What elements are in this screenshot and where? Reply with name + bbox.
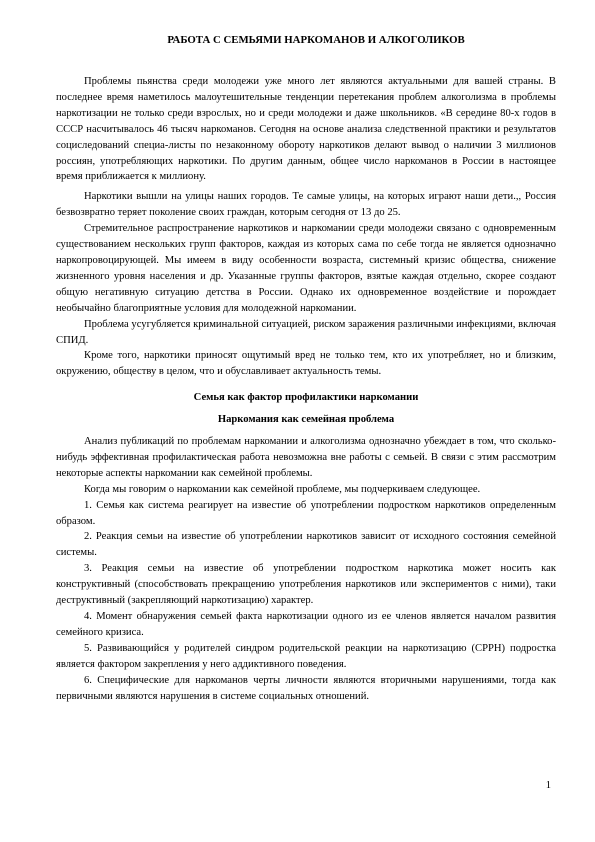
section-paragraph-3: 1. Семья как система реагирует на известие об употреблении подростком наркотиков определенным образом. xyxy=(56,499,556,527)
section-heading-family-problem: Наркомания как семейная проблема xyxy=(217,414,395,426)
intro-paragraph-4: Проблема усугубляется криминальной ситуацией, риском заражения различными инфекциями, включая СПИД. xyxy=(56,318,556,346)
intro-paragraph-3: Стремительное распространение наркотиков и наркомании среди молодежи связано с одновременным существованием нескольких групп факторов, каждая из которых сама по себе тогда не является однозначно наркопровоцирующей. Мы имеем в виду особенности возраста, системный кризис общества, снижение жизненного уровня населения и др. Указанные группы факторов, взятые каждая отдельно, скорее создают общую негативную ситуацию детства в России. Однако их одновременное воздействие и порождает необычайно благоприятные условия для молодежной наркомании. xyxy=(56,223,556,314)
section-paragraph-7: 5. Развивающийся у родителей синдром родительской реакции на наркотизацию (СРРН) подростка является фактором закрепления у него аддиктивного поведения. xyxy=(56,642,556,670)
intro-paragraph-1: Проблемы пьянства среди молодежи уже много лет являются актуальными для вашей страны. В последнее время наметилось малоутешительные тенденции перетекания проблем алкоголизма в проблемы наркотизации не только среди взрослых, но и среди молодежи и даже школьников. «В середине 80-х годов в СССР насчитывалось 46 тысяч наркоманов. Сегодня на основе анализа следственной практики и результатов социследований специа-листы по незаконному обороту наркотиков делают вывод о наличии 3 миллионов россиян, употребляющих наркотики. По другим данным, общее число наркоманов в России в настоящее время приближается к миллиону. xyxy=(56,76,556,183)
document-body xyxy=(56,34,556,704)
document-title: РАБОТА С СЕМЬЯМИ НАРКОМАНОВ И АЛКОГОЛИКОВ xyxy=(167,34,465,46)
section-heading-family-prevention: Семья как фактор профилактики наркомании xyxy=(193,392,419,404)
section-paragraph-6: 4. Момент обнаружения семьей факта наркотизации одного из ее членов является началом развития семейного кризиса. xyxy=(56,611,556,638)
section-paragraph-8: 6. Специфические для наркоманов черты личности являются вторичными нарушениями, тогда как первичными являются нарушения в системе социальных отношений. xyxy=(56,674,556,702)
section-paragraph-5: 3. Реакция семьи на известие об употреблении подростком наркотика может носить как конструктивный (способствовать прекращению употребления наркотиков или экспериментов с ними), таки деструктивный (закрепляющий наркотизацию) характер. xyxy=(56,563,556,607)
section-paragraph-2: Когда мы говорим о наркомании как семейной проблеме, мы подчеркиваем следующее. xyxy=(84,483,481,495)
intro-paragraph-2: Наркотики вышли на улицы наших городов. Те самые улицы, на которых играют наши дети.,, Россия безвозвратно теряет поколение своих граждан, которым сегодня от 13 до 25. xyxy=(56,191,556,219)
intro-paragraph-5: Кроме того, наркотики приносят ощутимый вред не только тем, кто их употребляет, но и близким, окружению, обществу в целом, что и обуславливает актуальность темы. xyxy=(56,350,556,378)
section-paragraph-4: 2. Реакция семьи на известие об употреблении наркотиков зависит от исходного состояния семейной системы. xyxy=(56,531,556,559)
section-paragraph-1: Анализ публикаций по проблемам наркомании и алкоголизма однозначно убеждает в том, что сколько-нибудь эффективная профилактическая работа невозможна вне работы с семьей. В связи с этим рассмотрим некоторые аспекты наркомании как семейной проблемы. xyxy=(56,436,556,479)
page-number: 1 xyxy=(545,780,551,791)
